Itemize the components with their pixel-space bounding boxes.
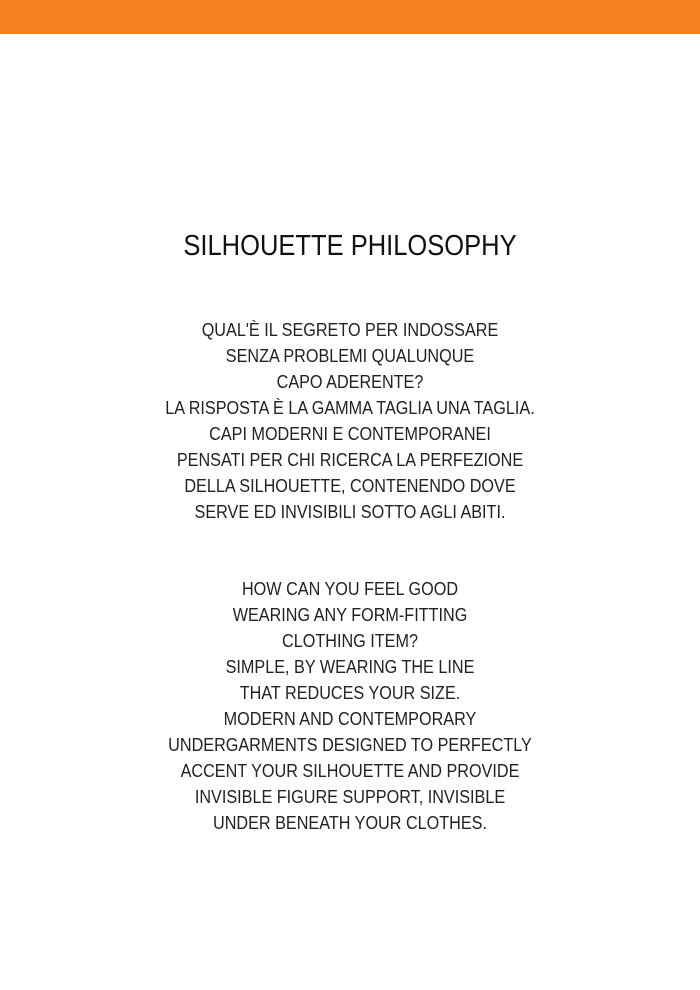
page-title: SILHOUETTE PHILOSOPHY xyxy=(183,230,517,262)
italian-line: CAPO ADERENTE? xyxy=(276,372,424,392)
italian-line: PENSATI PER CHI RICERCA LA PERFEZIONE xyxy=(176,450,524,470)
italian-line: SERVE ED INVISIBILI SOTTO AGLI ABITI. xyxy=(194,502,506,522)
english-line: THAT REDUCES YOUR SIZE. xyxy=(239,683,461,703)
english-paragraph xyxy=(0,576,700,836)
italian-line: CAPI MODERNI E CONTEMPORANEI xyxy=(209,424,491,444)
english-line: SIMPLE, BY WEARING THE LINE xyxy=(225,657,475,677)
italian-line: SENZA PROBLEMI QUALUNQUE xyxy=(225,346,475,366)
italian-line: LA RISPOSTA È LA GAMMA TAGLIA UNA TAGLIA. xyxy=(165,398,535,418)
english-line: HOW CAN YOU FEEL GOOD xyxy=(241,579,459,599)
english-line: INVISIBLE FIGURE SUPPORT, INVISIBLE xyxy=(194,787,506,807)
italian-line: QUAL'È IL SEGRETO PER INDOSSARE xyxy=(201,320,499,340)
italian-line: DELLA SILHOUETTE, CONTENENDO DOVE xyxy=(184,476,516,496)
english-line: MODERN AND CONTEMPORARY xyxy=(223,709,477,729)
english-line: CLOTHING ITEM? xyxy=(282,631,418,651)
english-line: WEARING ANY FORM-FITTING xyxy=(232,605,468,625)
orange-header-band xyxy=(0,0,700,34)
english-line: UNDER BENEATH YOUR CLOTHES. xyxy=(213,813,487,833)
english-line: UNDERGARMENTS DESIGNED TO PERFECTLY xyxy=(168,735,532,755)
english-line: ACCENT YOUR SILHOUETTE AND PROVIDE xyxy=(180,761,520,781)
italian-paragraph xyxy=(0,317,700,525)
